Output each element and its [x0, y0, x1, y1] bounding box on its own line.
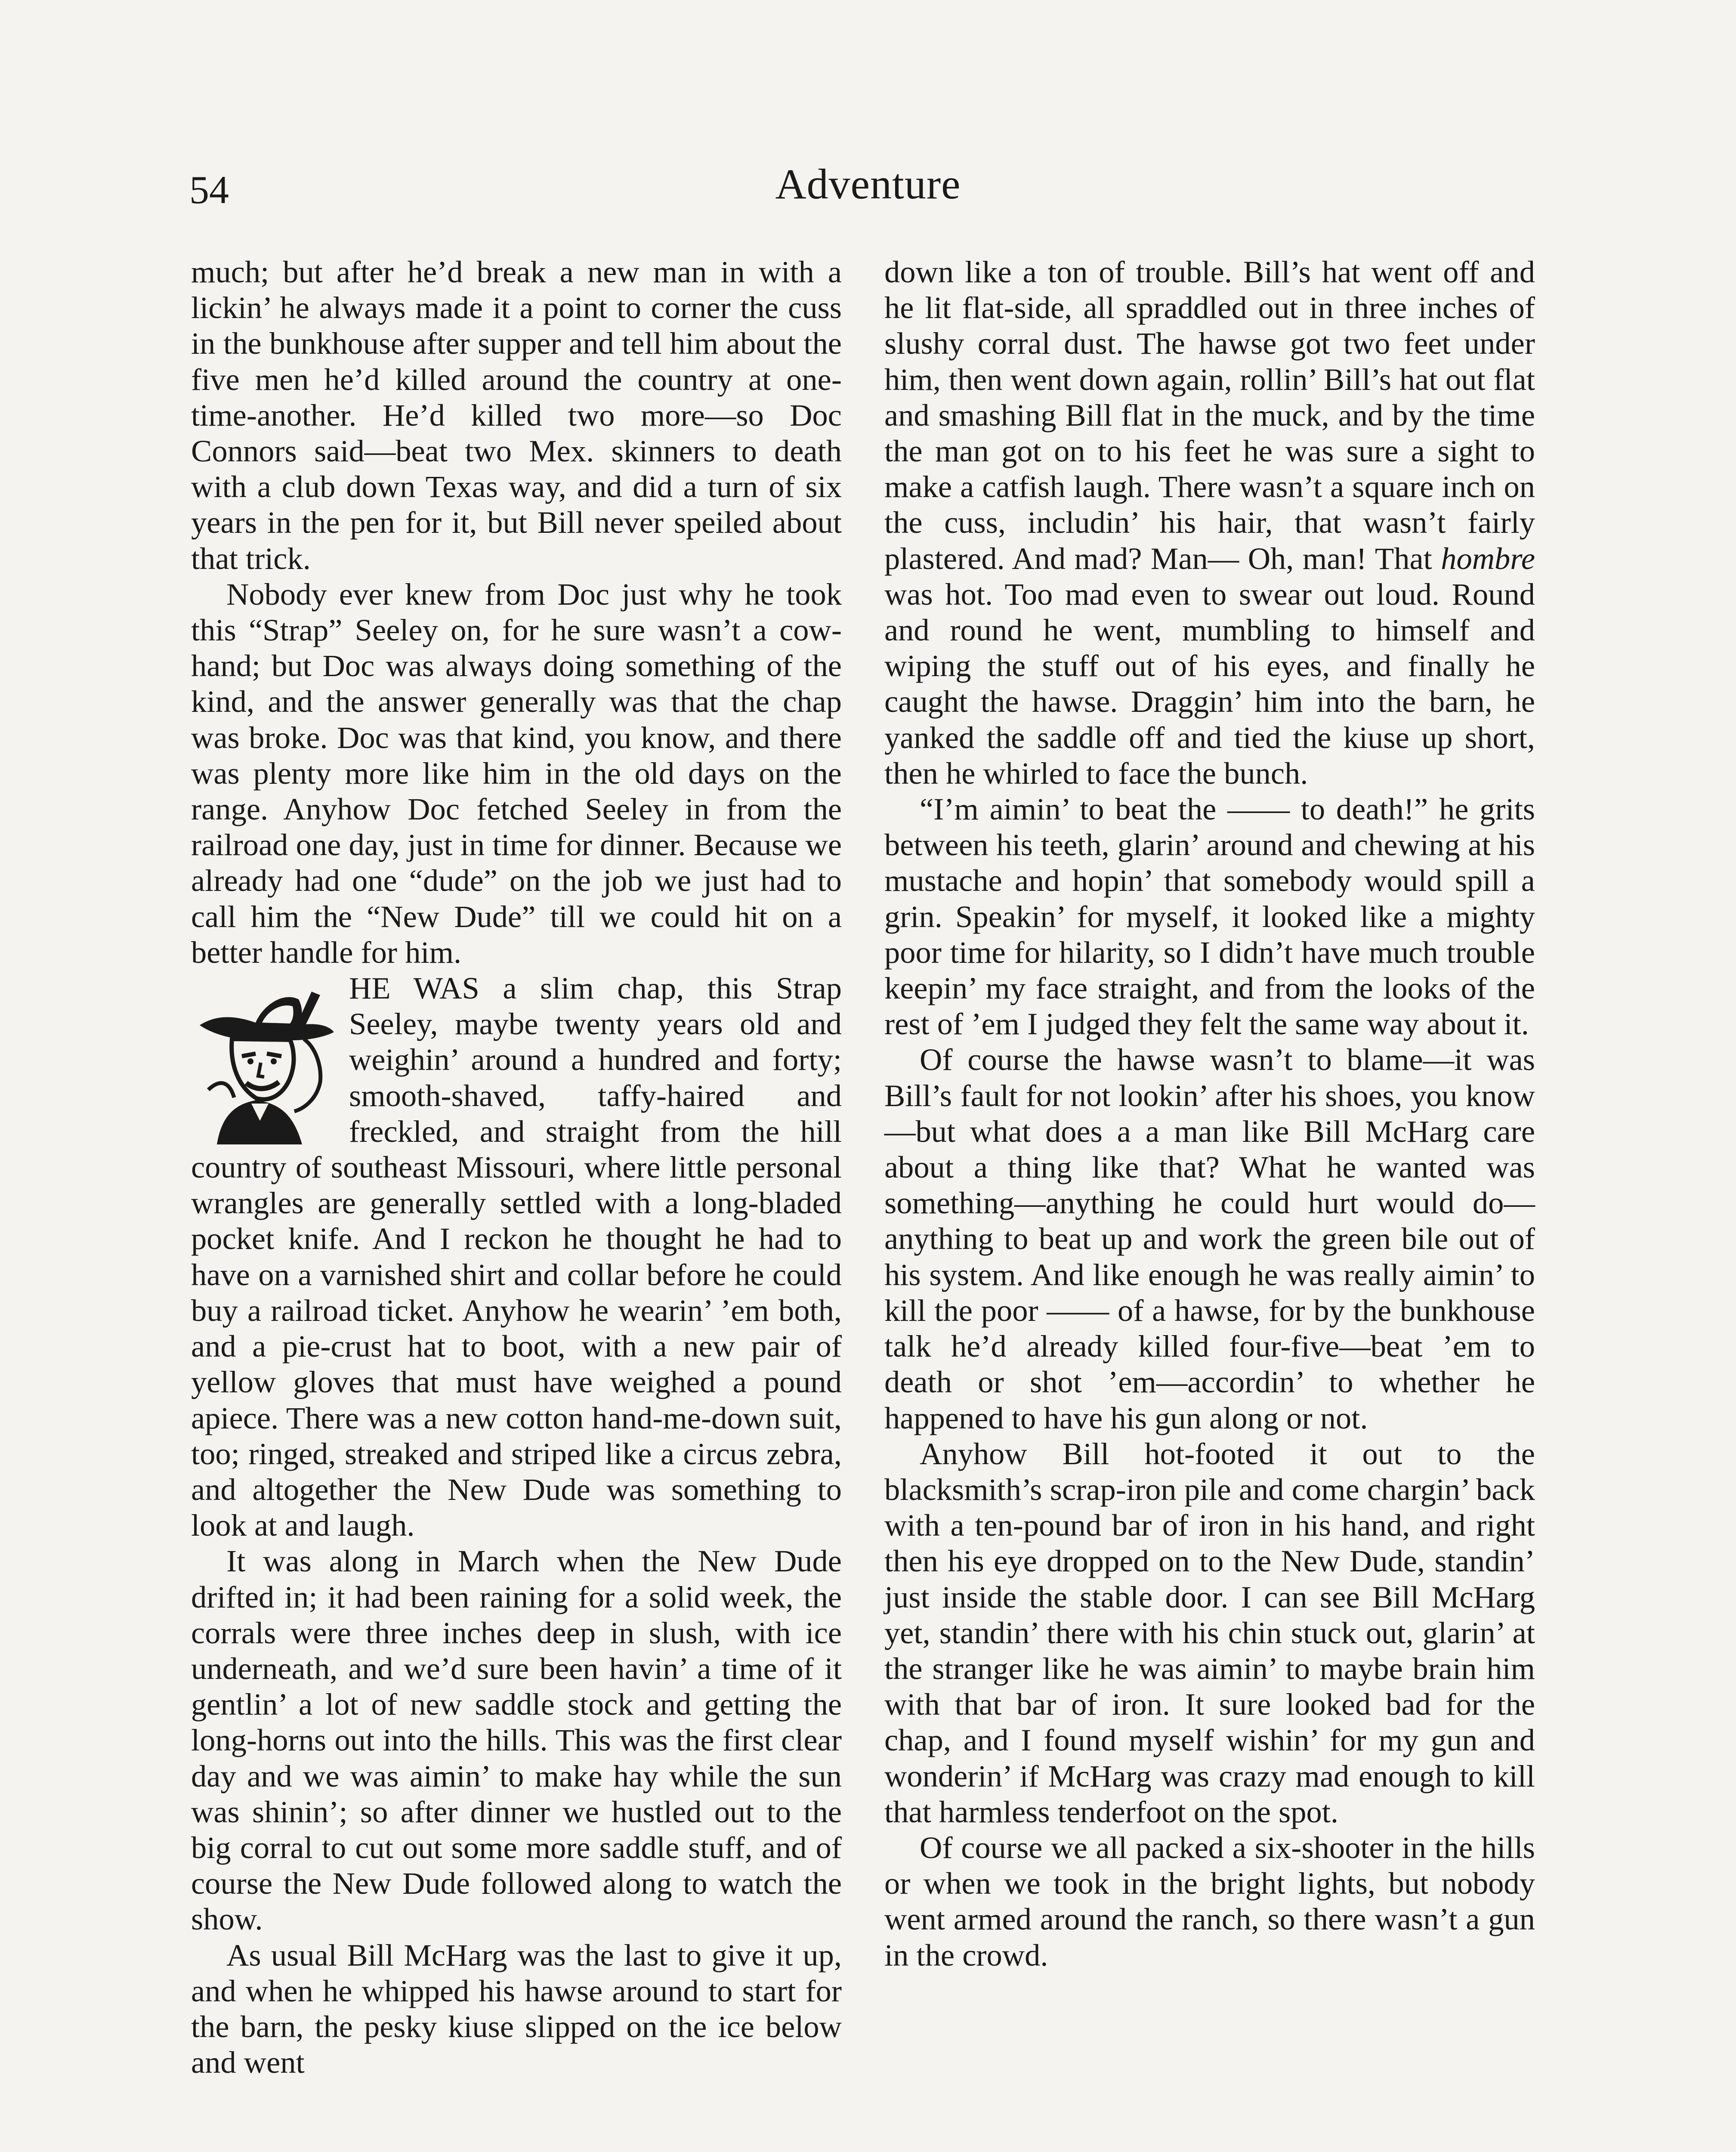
cowboy-portrait-icon [191, 974, 340, 1144]
paragraph: HE WAS a slim chap, this Strap Seeley, maybe twenty years old and weighin’ around a hundred and forty; smooth-shaved, taffy-haired and freckled, and straight from the hill country of southeast Missouri, where little personal wrangles are generally settled with a long-bladed pocket knife. And I reckon he thought he had to have on a varnished shirt and collar before he could buy a railroad ticket. Anyhow he wearin’ ’em both, and a pie-crust hat to boot, with a new pair of yellow gloves that must have weighed a pound apiece. There was a new cotton hand-me-down suit, too; ringed, streaked and striped like a circus zebra, and altogether the New Dude was something to look at and laugh. [191, 971, 842, 1543]
paragraph [884, 254, 1535, 791]
paragraph-text: was hot. Too mad even to swear out loud. Round and round he went, mumbling to himself and wiping the stuff out of his eyes, and finally he caught the hawse. Draggin’ him into the barn, he yanked the saddle off and tied the kiuse up short, then he whirled to face the bunch. [884, 576, 1535, 791]
paragraph: Of course the hawse wasn’t to blame—it was Bill’s fault for not lookin’ after his shoes, you know—but what does a a man like Bill McHarg care about a thing like that? What he wanted was something—anything he could hurt would do—anything to beat up and work the green bile out of his system. And like enough he was really aimin’ to kill the poor —— of a hawse, for by the bunkhouse talk he’d already killed four-five—beat ’em to death or shot ’em—accordin’ to whether he happened to have his gun along or not. [884, 1042, 1535, 1435]
paragraph: Of course we all packed a six-shooter in the hills or when we took in the bright lights, but nobody went armed around the ranch, so there wasn’t a gun in the crowd. [884, 1830, 1535, 1973]
paragraph-text: down like a ton of trouble. Bill’s hat went off and he lit flat-side, all spraddled out in three inches of slushy corral dust. The hawse got two feet under him, then went down again, rollin’ Bill’s hat out flat and smashing Bill flat in the muck, and by the time the man got on to his feet he was sure a sight to make a catfish laugh. There wasn’t a square inch on the cuss, includin’ his hair, that wasn’t fairly plastered. And mad? Man— Oh, man! That [884, 254, 1535, 576]
paragraph: Nobody ever knew from Doc just why he took this “Strap” Seeley on, for he sure wasn’t a cow-hand; but Doc was always doing something of the kind, and the answer generally was that the chap was broke. Doc was that kind, you know, and there was plenty more like him in the old days on the range. Anyhow Doc fetched Seeley in from the railroad one day, just in time for dinner. Because we already had one “dude” on the job we just had to call him the “New Dude” till we could hit on a better handle for him. [191, 576, 842, 970]
page-number: 54 [189, 168, 229, 212]
paragraph: It was along in March when the New Dude drifted in; it had been raining for a solid week, the corrals were three inches deep in slush, with ice underneath, and we’d sure been havin’ a time of it gentlin’ a lot of new saddle stock and getting the long-horns out into the hills. This was the first clear day and we was aimin’ to make hay while the sun was shinin’; so after dinner we hustled out to the big corral to cut out some more saddle stuff, and of course the New Dude followed along to watch the show. [191, 1543, 842, 1937]
left-column [191, 254, 842, 2080]
paragraph: “I’m aimin’ to beat the —— to death!” he grits between his teeth, glarin’ around and chewing at his mustache and hopin’ that somebody would spill a grin. Speakin’ for myself, it looked like a mighty poor time for hilarity, so I didn’t have much trouble keepin’ my face straight, and from the looks of the rest of ’em I judged they felt the same way about it. [884, 792, 1535, 1042]
right-column [884, 254, 1535, 1973]
italic-word: hombre [1441, 541, 1535, 576]
paragraph: Anyhow Bill hot-footed it out to the blacksmith’s scrap-iron pile and come chargin’ back with a ten-pound bar of iron in his hand, and right then his eye dropped on to the New Dude, standin’ just inside the stable door. I can see Bill McHarg yet, standin’ there with his chin stuck out, glarin’ at the stranger like he was aimin’ to maybe brain him with that bar of iron. It sure looked bad for the chap, and I found myself wishin’ for my gun and wonderin’ if McHarg was crazy mad enough to kill that harmless tenderfoot on the spot. [884, 1436, 1535, 1829]
paragraph: As usual Bill McHarg was the last to give it up, and when he whipped his hawse around to start for the barn, the pesky kiuse slipped on the ice below and went [191, 1937, 842, 2080]
paragraph: much; but after he’d break a new man in with a lickin’ he always made it a point to corner the cuss in the bunkhouse after supper and tell him about the five men he’d killed around the country at one-time-another. He’d killed two more—so Doc Connors said—beat two Mex. skinners to death with a club down Texas way, and did a turn of six years in the pen for it, but Bill never speiled about that trick. [191, 254, 842, 576]
running-title: Adventure [775, 160, 961, 208]
